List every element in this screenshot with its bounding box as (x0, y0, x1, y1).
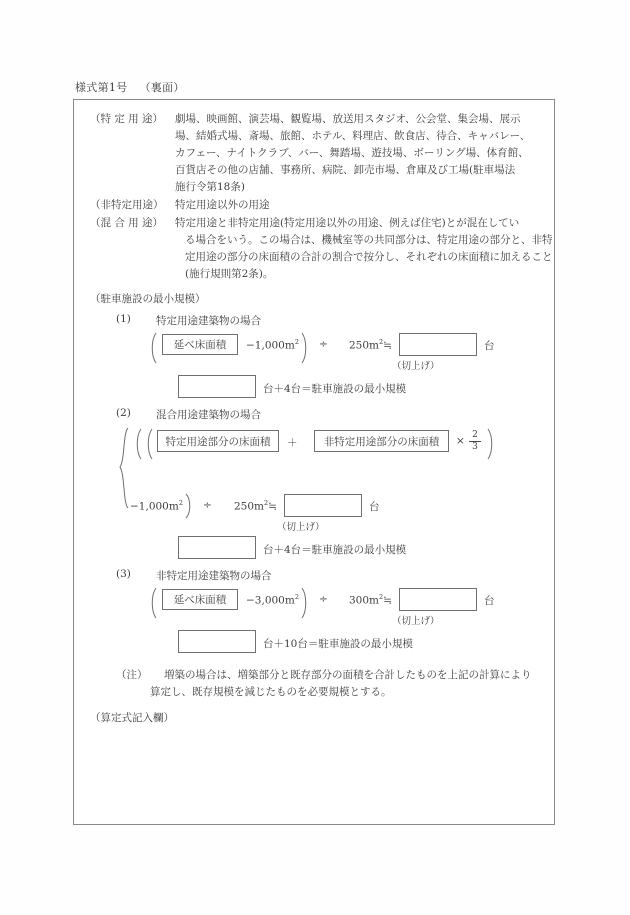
formula-2-subtract (130, 499, 183, 513)
definition-line: 百貨店その他の店舗、事務所、病院、卸売市場、倉庫及び工場(駐車場法 (175, 164, 516, 176)
formula-2-fraction-numerator: 2 (472, 430, 478, 440)
formula-2-roundup-note: （切上げ） (277, 522, 325, 533)
formula-2-specific-area-input-box[interactable] (157, 430, 279, 452)
definition-term-nonspecific-use: （非特定用途） (90, 199, 164, 211)
definition-line: る場合をいう。この場合は、機械室等の共同部分は、特定用途の部分と、非特 (185, 234, 553, 246)
formula-2-unit: m (168, 500, 179, 513)
formula-3-divisor-unit-sup: 2 (379, 593, 384, 601)
formula-1-title: 特定用途建築物の場合 (156, 315, 261, 327)
section-heading-minimum-scale: （駐車施設の最小規模） (90, 293, 206, 305)
form-content-frame (73, 99, 555, 825)
formula-1-subtract (246, 338, 299, 352)
definition-line: 特定用途と非特定用途(特定用途以外の用途、例えば住宅)とが混在してい (175, 217, 520, 229)
formula-3-divisor (349, 593, 392, 607)
formula-2-nonspecific-area-label: 非特定用途部分の床面積 (323, 435, 440, 448)
formula-3-area-input-box[interactable] (162, 589, 238, 610)
formula-3-divisor-unit: m (369, 594, 380, 607)
formula-3-subtract (246, 593, 299, 607)
footnote-marker: （注） (116, 669, 148, 681)
formula-2-plus-symbol: ＋ (287, 437, 298, 449)
formula-1-subtract-value: −1,000 (246, 339, 285, 352)
formula-2-result-unit: 台 (369, 501, 380, 513)
formula-2-open-brace (116, 427, 130, 509)
formula-1-divisor-unit: m (369, 339, 380, 352)
definition-line: 施行令第18条) (175, 181, 245, 193)
formula-1-unit: m (284, 339, 295, 352)
definition-line: 場、結婚式場、斎場、旅館、ホテル、料理店、飲食店、待合、キャバレー、 (175, 130, 531, 142)
formula-2-divisor-unit: m (254, 500, 265, 513)
formula-3-roundup-note: （切上げ） (392, 616, 440, 627)
formula-3-result-unit: 台 (484, 595, 495, 607)
formula-2-open-paren-inner (144, 428, 154, 460)
formula-2-total-input-box[interactable] (178, 536, 256, 559)
form-inner-area (74, 100, 556, 826)
formula-1-number: (1) (116, 313, 131, 325)
formula-2-multiply-symbol: × (456, 435, 465, 447)
footnote-line: 算定し、既存規模を減じたものを必要規模とする。 (150, 686, 392, 698)
definition-line: 特定用途以外の用途 (175, 199, 270, 211)
formula-2-divisor (234, 499, 277, 513)
calculation-entry-field-label: （算定式記入欄） (90, 712, 174, 724)
formula-1-roundup-note: （切上げ） (392, 361, 440, 372)
formula-3-open-paren (148, 587, 158, 619)
formula-3-divisor-value: 300 (349, 594, 370, 607)
formula-2-approx-symbol: ≒ (268, 500, 277, 513)
formula-1-result-unit: 台 (484, 340, 495, 352)
formula-2-close-paren-outer (486, 428, 496, 460)
formula-1-total-text: 台＋4台＝駐車施設の最小規模 (263, 383, 407, 395)
formula-3-title: 非特定用途建築物の場合 (156, 570, 272, 582)
formula-3-number: (3) (116, 568, 131, 580)
formula-3-close-paren (300, 587, 310, 619)
formula-2-divide-symbol: ÷ (203, 499, 212, 511)
formula-3-total-input-box[interactable] (178, 630, 256, 653)
formula-1-divisor (349, 338, 392, 352)
formula-3-divide-symbol: ÷ (319, 593, 328, 605)
formula-1-divide-symbol: ÷ (319, 338, 328, 350)
formula-1-area-input-box[interactable] (162, 334, 238, 355)
formula-2-divisor-value: 250 (234, 500, 255, 513)
formula-1-open-paren (148, 332, 158, 364)
formula-2-close-brace (184, 493, 194, 519)
definition-line: 劇場、映画館、演芸場、観覧場、放送用スタジオ、公会堂、集会場、展示 (175, 113, 521, 125)
formula-2-unit-sup: 2 (178, 499, 183, 507)
formula-1-divisor-unit-sup: 2 (379, 338, 384, 346)
formula-2-nonspecific-area-input-box[interactable] (314, 430, 449, 452)
definition-line: カフェー、ナイトクラブ、バー、舞踏場、遊技場、ボーリング場、体育館、 (175, 147, 529, 159)
formula-2-result-input-box[interactable] (284, 494, 362, 517)
formula-3-unit: m (284, 594, 295, 607)
form-number: 様式第1号 (75, 81, 128, 94)
formula-3-unit-sup: 2 (294, 593, 299, 601)
formula-1-divisor-value: 250 (349, 339, 370, 352)
formula-1-total-input-box[interactable] (178, 375, 256, 398)
formula-1-area-label: 延べ床面積 (173, 339, 227, 351)
formula-3-total-text: 台＋10台＝駐車施設の最小規模 (263, 638, 413, 650)
form-side: （裏面） (139, 81, 185, 94)
formula-2-divisor-unit-sup: 2 (264, 499, 269, 507)
definition-line: (施行規則第2条)。 (185, 268, 274, 280)
formula-1-unit-sup: 2 (294, 338, 299, 346)
footnote-line: 増築の場合は、増築部分と既存部分の面積を合計したものを上記の計算により (164, 669, 532, 681)
formula-1-approx-symbol: ≒ (383, 339, 392, 352)
formula-3-area-label: 延べ床面積 (173, 594, 227, 606)
definition-term-mixed-use: （混 合 用 途） (90, 217, 164, 229)
formula-2-specific-area-label: 特定用途部分の床面積 (165, 435, 271, 448)
formula-2-subtract-value: −1,000 (130, 500, 169, 513)
formula-1-result-input-box[interactable] (399, 333, 477, 356)
formula-3-subtract-value: −3,000 (246, 594, 285, 607)
formula-1-close-paren (300, 332, 310, 364)
definition-line: 定用途の部分の床面積の合計の割合で按分し、それぞれの床面積に加えること (185, 251, 553, 263)
formula-2-fraction-denominator: 3 (472, 442, 478, 452)
definition-term-specific-use: （特 定 用 途） (90, 113, 164, 125)
formula-3-approx-symbol: ≒ (383, 594, 392, 607)
formula-2-total-text: 台＋4台＝駐車施設の最小規模 (263, 544, 407, 556)
formula-2-title: 混合用途建築物の場合 (156, 409, 261, 421)
formula-3-result-input-box[interactable] (399, 588, 477, 611)
formula-2-fraction (468, 430, 482, 452)
formula-2-number: (2) (116, 407, 131, 419)
formula-2-open-paren-outer (133, 428, 143, 460)
form-number-label (75, 79, 185, 95)
